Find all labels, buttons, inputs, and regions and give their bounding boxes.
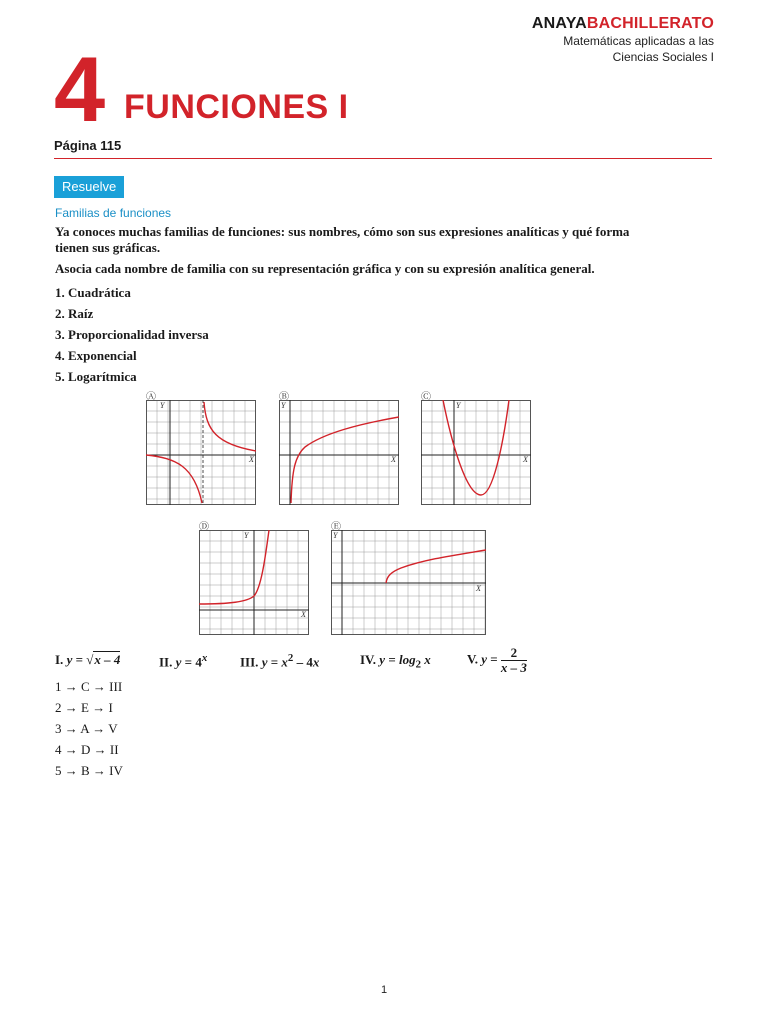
formula-iii-rhs-b: – 4 xyxy=(293,654,313,670)
formula-ii xyxy=(159,652,207,670)
formula-v-eq: = xyxy=(487,651,501,667)
formula-ii-lhs: y xyxy=(175,654,182,670)
formula-iv-lhs: y xyxy=(379,652,386,667)
formula-ii-eq: = 4 xyxy=(181,654,202,670)
graph-d-y-label: Y xyxy=(244,531,249,540)
graph-a-y-label: Y xyxy=(160,401,165,410)
brand-bachillerato: BACHILLERATO xyxy=(586,15,714,32)
family-item: 2. Raíz xyxy=(55,306,94,321)
brand-block xyxy=(532,15,714,65)
graph-b-svg xyxy=(279,400,399,505)
answer-item: 2 → E → I xyxy=(55,700,113,715)
graph-a-label: Ⓐ xyxy=(146,392,156,403)
graph-a-curve-left xyxy=(146,455,202,503)
family-item: 1. Cuadrática xyxy=(55,285,131,300)
formula-v-numerator: 2 xyxy=(501,646,527,661)
formula-iv-fn: log xyxy=(398,652,416,667)
answer-item: 1 → C → III xyxy=(55,679,123,694)
formula-i-radicand: x – 4 xyxy=(94,652,121,667)
intro-paragraph-1: Ya conoces muchas familias de funciones: sus nombres, cómo son sus expresiones analíticas y qué forma tienen sus gráficas. xyxy=(55,224,630,255)
family-item: 3. Proporcionalidad inversa xyxy=(55,327,209,342)
graph-e-y-label: Y xyxy=(333,531,338,540)
header-rule xyxy=(54,158,712,159)
section-title: Familias de funciones xyxy=(55,206,172,220)
formula-iv-eq: = xyxy=(385,652,399,667)
family-list xyxy=(55,282,209,387)
formula-iv xyxy=(360,652,431,671)
graph-d-svg xyxy=(199,530,309,635)
graph-d xyxy=(199,530,309,635)
graph-e-label: Ⓔ xyxy=(331,522,341,533)
formula-iv-sub: 2 xyxy=(415,658,422,671)
brand-subtitle-2: Ciencias Sociales I xyxy=(612,50,714,64)
graph-d-label: Ⓓ xyxy=(199,522,209,533)
resuelve-badge: Resuelve xyxy=(54,176,124,198)
formula-iii-rhs-c: x xyxy=(312,654,320,670)
page-number: 1 xyxy=(380,984,388,996)
graph-a-grid xyxy=(146,400,256,505)
formula-i: I. y = √x – 4 xyxy=(55,652,121,667)
formula-iii-eq: = xyxy=(267,654,282,670)
formula-i-prefix: I. xyxy=(55,652,64,667)
brand-anaya: ANAYA xyxy=(531,15,587,32)
formula-iv-prefix: IV. xyxy=(360,652,377,667)
formula-ii-exp: x xyxy=(201,652,208,664)
graph-a xyxy=(146,400,256,505)
intro-text xyxy=(55,224,655,282)
formula-v-prefix: V. xyxy=(467,651,478,667)
graph-b-y-label: Y xyxy=(281,401,286,410)
formula-iii-lhs: y xyxy=(261,654,268,670)
chapter-number: 4 xyxy=(54,39,104,141)
graph-a-x-label: X xyxy=(249,455,254,464)
graph-c-x-label: X xyxy=(523,455,528,464)
answer-item: 3 → A → V xyxy=(55,721,118,736)
graph-e xyxy=(331,530,486,635)
graph-c-label: Ⓒ xyxy=(421,392,431,403)
graph-e-x-label: X xyxy=(476,584,481,593)
formula-v-denominator: x – 3 xyxy=(500,660,527,675)
page-label: Página 115 xyxy=(54,138,122,153)
formula-i-eq: = xyxy=(72,652,87,667)
graph-c xyxy=(421,400,531,505)
intro-paragraph-2: Asocia cada nombre de familia con su representación gráfica y con su expresión analítica general. xyxy=(55,261,595,276)
formula-iv-arg: x xyxy=(421,652,431,667)
formula-ii-prefix: II. xyxy=(159,654,173,670)
graph-c-y-label: Y xyxy=(456,401,461,410)
formula-v xyxy=(467,646,527,675)
family-item: 5. Logarítmica xyxy=(55,369,137,384)
graph-e-svg xyxy=(331,530,486,635)
graph-b-x-label: X xyxy=(391,455,396,464)
graph-e-curve xyxy=(386,550,486,583)
graph-b xyxy=(279,400,399,505)
formula-iii xyxy=(240,652,319,670)
graph-a-svg xyxy=(146,400,256,505)
graph-c-svg xyxy=(421,400,531,505)
formula-iii-rhs-a: x xyxy=(281,654,288,670)
graph-b-label: Ⓑ xyxy=(279,392,289,403)
formula-v-fraction xyxy=(501,646,527,675)
formula-v-lhs: y xyxy=(481,651,487,667)
formula-i-lhs: y xyxy=(66,652,73,667)
graph-d-x-label: X xyxy=(301,610,306,619)
brand-logo xyxy=(532,15,714,33)
answer-item: 4 → D → II xyxy=(55,742,119,757)
formula-iii-prefix: III. xyxy=(240,654,259,670)
graph-frame xyxy=(280,401,399,505)
brand-subtitle-1: Matemáticas aplicadas a las xyxy=(563,34,714,48)
formula-iii-exp: 2 xyxy=(287,652,294,664)
formula-row xyxy=(55,646,715,678)
answer-item: 5 → B → IV xyxy=(55,763,123,778)
answers-list xyxy=(55,676,123,781)
chapter-title: FUNCIONES I xyxy=(124,88,349,126)
graph-b-grid xyxy=(279,400,399,505)
graph-c-grid xyxy=(421,400,531,505)
family-item: 4. Exponencial xyxy=(55,348,137,363)
